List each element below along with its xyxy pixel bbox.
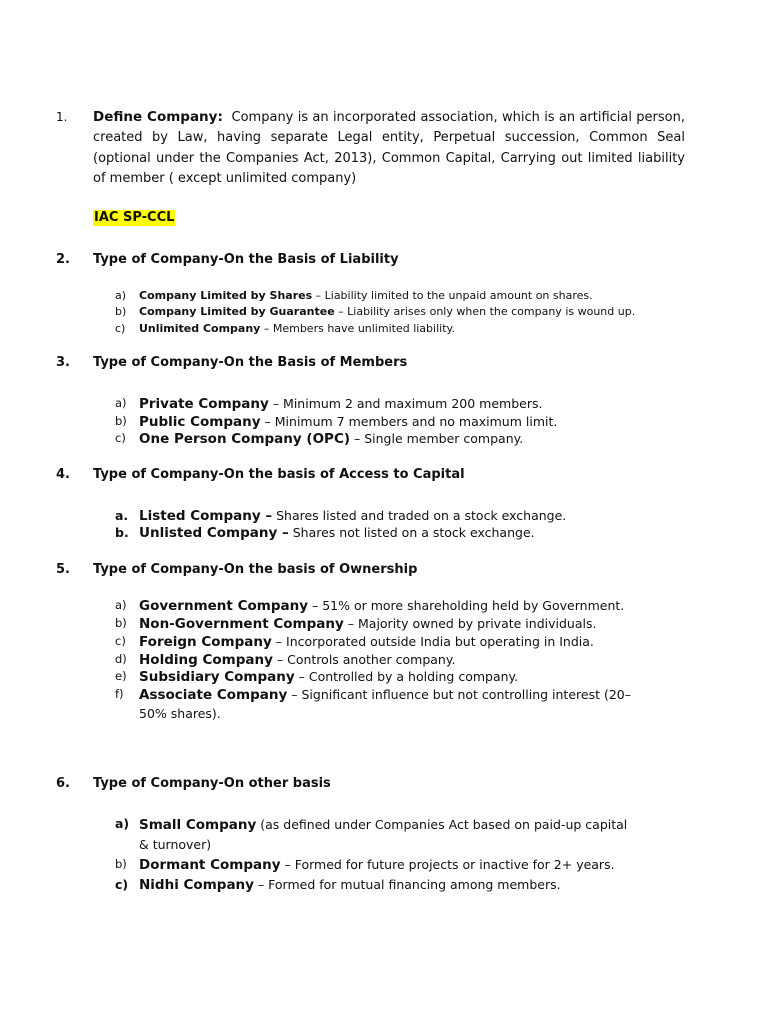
list-marker: b)	[115, 305, 127, 318]
item-description: – Minimum 7 members and no maximum limit.	[260, 414, 558, 429]
section-heading: Type of Company-On the Basis of Members	[93, 355, 408, 370]
item-name: Foreign Company	[139, 634, 272, 650]
item-name: Associate Company	[139, 687, 288, 703]
section-number: 5.	[56, 562, 70, 577]
item-description: (as defined under Companies Act based on paid-up capital & turnover)	[139, 817, 628, 852]
definition-text: Company is an incorporated association, which is an artificial person, created by Law, having separate Legal entity, Perpetual succession, Common Seal (optional under the Companies Act, 2013), Common Capital, Carrying out limited liability of member ( except unlimited company)	[93, 110, 686, 187]
item-name: Public Company	[139, 414, 261, 430]
list-marker: e)	[115, 669, 127, 683]
item-name: Small Company	[139, 817, 257, 833]
item-description: – Majority owned by private individuals.	[343, 616, 597, 631]
item-description: – Formed for mutual financing among members.	[253, 877, 561, 892]
item-name: Listed Company –	[139, 508, 273, 524]
list-marker: b)	[115, 857, 127, 871]
item-name: Private Company	[139, 396, 269, 412]
list-marker: a)	[115, 396, 127, 410]
item-name: Company Limited by Guarantee	[139, 305, 335, 318]
list-marker: c)	[115, 634, 126, 648]
list-marker: c)	[115, 322, 126, 335]
item-description: – Liability limited to the unpaid amount on shares.	[312, 289, 593, 302]
list-marker: a.	[115, 508, 129, 523]
definition-term: Define Company:	[93, 109, 223, 125]
item-description: Shares not listed on a stock exchange.	[288, 525, 535, 540]
list-marker: f)	[115, 687, 124, 701]
item-description: – Formed for future projects or inactive for 2+ years.	[280, 857, 615, 872]
section-number: 3.	[56, 355, 70, 370]
section-heading: Type of Company-On the Basis of Liability	[93, 252, 399, 267]
item-name: Unlisted Company –	[139, 525, 289, 541]
item-name: Government Company	[139, 598, 309, 614]
item-description: – Controlled by a holding company.	[294, 669, 519, 684]
item-name: Unlimited Company	[139, 322, 261, 335]
list-marker: c)	[115, 431, 126, 445]
list-marker: a)	[115, 289, 127, 302]
list-marker: d)	[115, 652, 127, 666]
section-heading: Type of Company-On the basis of Access to Capital	[93, 467, 465, 482]
item-name: Holding Company	[139, 652, 273, 668]
item-description: – Incorporated outside India but operating in India.	[271, 634, 594, 649]
list-marker: b)	[115, 414, 127, 428]
definition-paragraph	[93, 107, 685, 190]
list-marker: b.	[115, 525, 129, 540]
list-marker: a)	[115, 816, 130, 831]
item-name: Subsidiary Company	[139, 669, 295, 685]
item-description: – Controls another company.	[272, 652, 456, 667]
list-marker: b)	[115, 616, 127, 630]
highlighted-mnemonic: IAC SP-CCL	[94, 210, 175, 225]
item-number: 1.	[56, 110, 68, 124]
item-description: – Liability arises only when the company is wound up.	[334, 305, 636, 318]
section-number: 6.	[56, 776, 70, 791]
item-description: – Single member company.	[350, 431, 524, 446]
section-number: 4.	[56, 467, 70, 482]
item-description: – Minimum 2 and maximum 200 members.	[268, 396, 543, 411]
item-name: Company Limited by Shares	[139, 289, 313, 302]
item-name: Non-Government Company	[139, 616, 344, 632]
section-heading: Type of Company-On other basis	[93, 776, 331, 791]
section-heading: Type of Company-On the basis of Ownership	[93, 562, 418, 577]
item-name: One Person Company (OPC)	[139, 431, 351, 447]
item-description: Shares listed and traded on a stock exchange.	[272, 508, 567, 523]
section-number: 2.	[56, 252, 70, 267]
item-name: Dormant Company	[139, 857, 281, 873]
item-description: – 51% or more shareholding held by Government.	[308, 598, 625, 613]
list-marker: c)	[115, 877, 129, 892]
item-name: Nidhi Company	[139, 877, 254, 893]
list-marker: a)	[115, 598, 127, 612]
item-description: – Members have unlimited liability.	[260, 322, 455, 335]
item-description: – Significant influence but not controlling interest (20–50% shares).	[139, 687, 632, 721]
